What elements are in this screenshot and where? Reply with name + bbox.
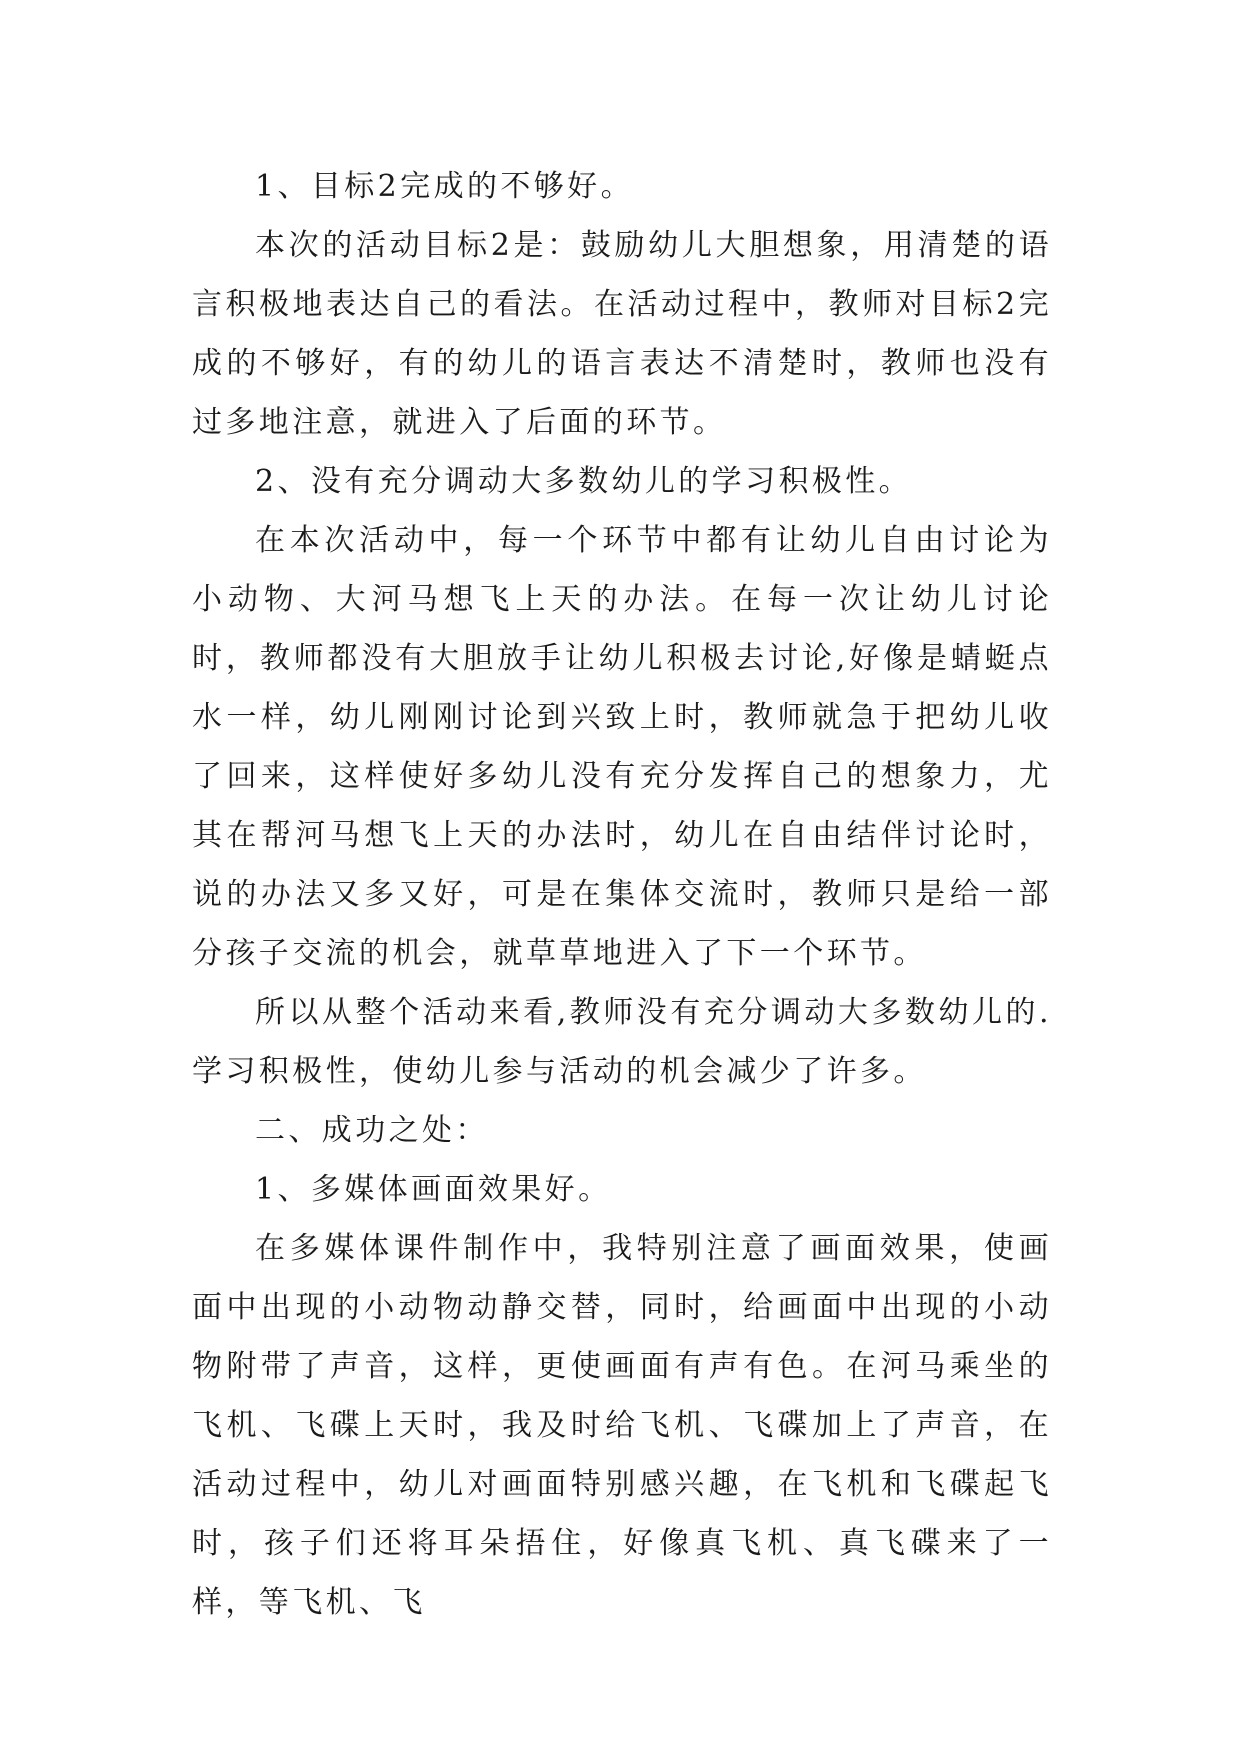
- paragraph-goal2-heading: 1、目标2完成的不够好。: [255, 169, 634, 204]
- paragraph-summary: 所以从整个活动来看,教师没有充分调动大多数幼儿的.学习积极性，使幼儿参与活动的机会减少了许多。: [192, 995, 1052, 1089]
- paragraph-motivation-heading: 2、没有充分调动大多数幼儿的学习积极性。: [255, 464, 913, 499]
- paragraph-motivation-detail: 在本次活动中，每一个环节中都有让幼儿自由讨论为小动物、大河马想飞上天的办法。在每一次让幼儿讨论时，教师都没有大胆放手让幼儿积极去讨论,好像是蜻蜓点水一样，幼儿刚刚讨论到兴致上时，教师就急于把幼儿收了回来，这样使好多幼儿没有充分发挥自己的想象力，尤其在帮河马想飞上天的办法时，幼儿在自由结伴讨论时，说的办法又多又好，可是在集体交流时，教师只是给一部分孩子交流的机会，就草草地进入了下一个环节。: [192, 523, 1052, 971]
- document-body: [192, 157, 1052, 1632]
- paragraph-multimedia-detail: 在多媒体课件制作中，我特别注意了画面效果，使画面中出现的小动物动静交替，同时，给画面中出现的小动物附带了声音，这样，更使画面有声有色。在河马乘坐的飞机、飞碟上天时，我及时给飞机、飞碟加上了声音，在活动过程中，幼儿对画面特别感兴趣，在飞机和飞碟起飞时，孩子们还将耳朵捂住，好像真飞机、真飞碟来了一样，等飞机、飞: [192, 1231, 1052, 1620]
- paragraph-multimedia-heading: 1、多媒体画面效果好。: [255, 1172, 612, 1207]
- paragraph-goal2-detail: 本次的活动目标2是：鼓励幼儿大胆想象，用清楚的语言积极地表达自己的看法。在活动过程中，教师对目标2完成的不够好，有的幼儿的语言表达不清楚时，教师也没有过多地注意，就进入了后面的环节。: [192, 228, 1052, 440]
- paragraph-success-heading: 二、成功之处：: [255, 1113, 489, 1148]
